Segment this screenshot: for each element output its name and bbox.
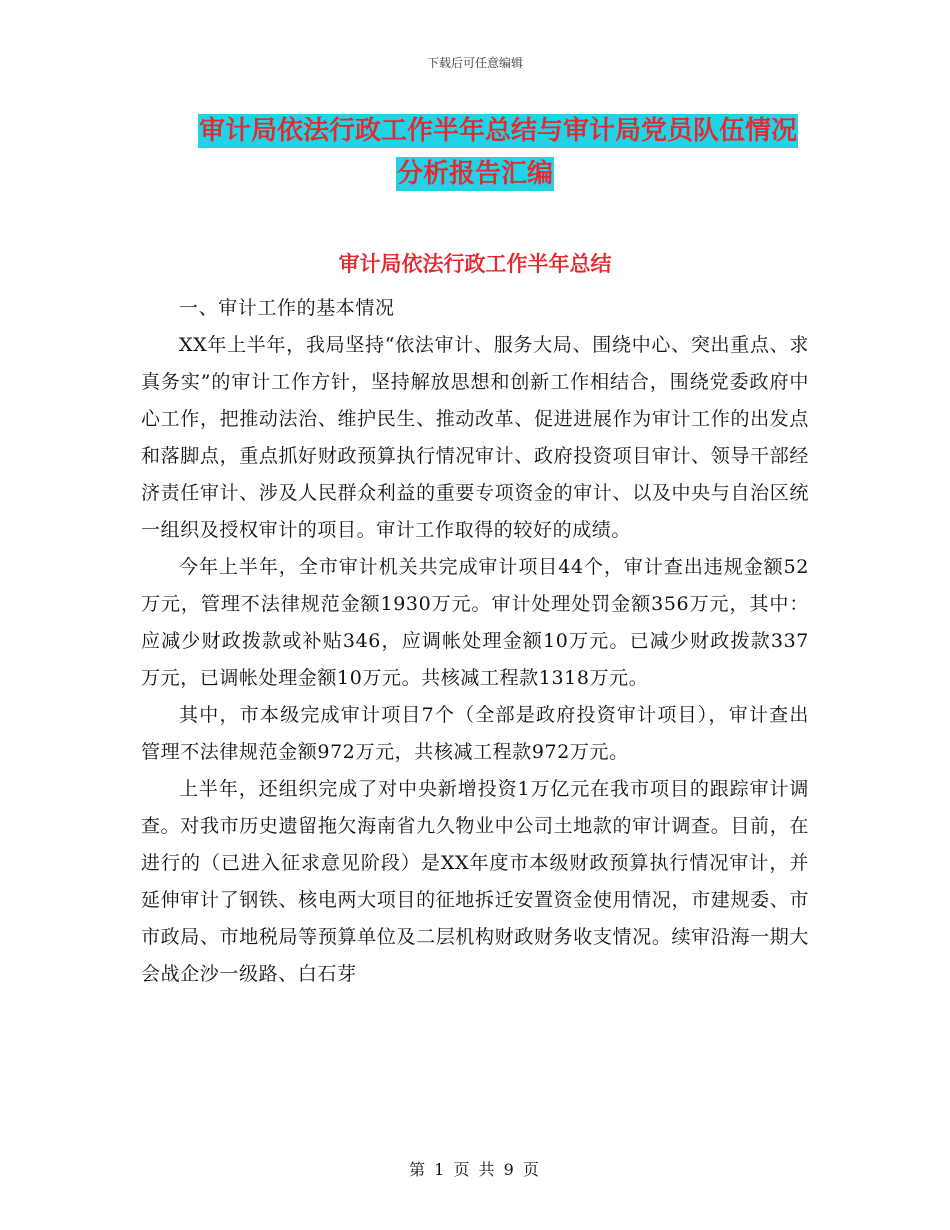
document-title-text-1: 审计局依法行政工作半年总结与审计局党员队伍情况 (198, 116, 797, 146)
body-paragraph-3: 其中，市本级完成审计项目7个（全部是政府投资审计项目），审计查出管理不法律规范金额972万元，共核减工程款972万元。 (141, 704, 809, 763)
body-heading: 一、审计工作的基本情况 (179, 297, 395, 319)
page-footer-number: 第 1 页 共 9 页 (409, 1160, 541, 1179)
document-title-text-2: 分析报告汇编 (396, 159, 553, 189)
body-paragraph-2: 今年上半年，全市审计机关共完成审计项目44个，审计查出违规金额52万元，管理不法律规范金额1930万元。审计处理处罚金额356万元，其中：应减少财政拨款或补贴346，应调帐处理金额10万元。已减少财政拨款337万元，已调帐处理金额10万元。共核减工程款1318万元。 (141, 556, 809, 689)
page-header-note: 下载后可任意编辑 (426, 56, 523, 70)
body-paragraph-4: 上半年，还组织完成了对中央新增投资1万亿元在我市项目的跟踪审计调查。对我市历史遗留拖欠海南省九久物业中公司土地款的审计调查。目前，在进行的（已进入征求意见阶段）是XX年度市本级财政预算执行情况审计，并延伸审计了钢铁、核电两大项目的征地拆迁安置资金使用情况，市建规委、市市政局、市地税局等预算单位及二层机构财政财务收支情况。续审沿海一期大会战企沙一级路、白石芽 (141, 778, 809, 985)
section-title: 审计局依法行政工作半年总结 (338, 252, 612, 276)
document-title-line-1 (0, 114, 950, 148)
document-title-line-2 (0, 157, 950, 191)
body-paragraph-1: XX年上半年，我局坚持“依法审计、服务大局、围绕中心、突出重点、求真务实”的审计工作方针，坚持解放思想和创新工作相结合，围绕党委政府中心工作，把推动法治、维护民生、推动改革、促进进展作为审计工作的出发点和落脚点，重点抓好财政预算执行情况审计、政府投资项目审计、领导干部经济责任审计、涉及人民群众利益的重要专项资金的审计、以及中央与自治区统一组织及授权审计的项目。审计工作取得的较好的成绩。 (141, 334, 809, 541)
document-body (141, 290, 809, 993)
